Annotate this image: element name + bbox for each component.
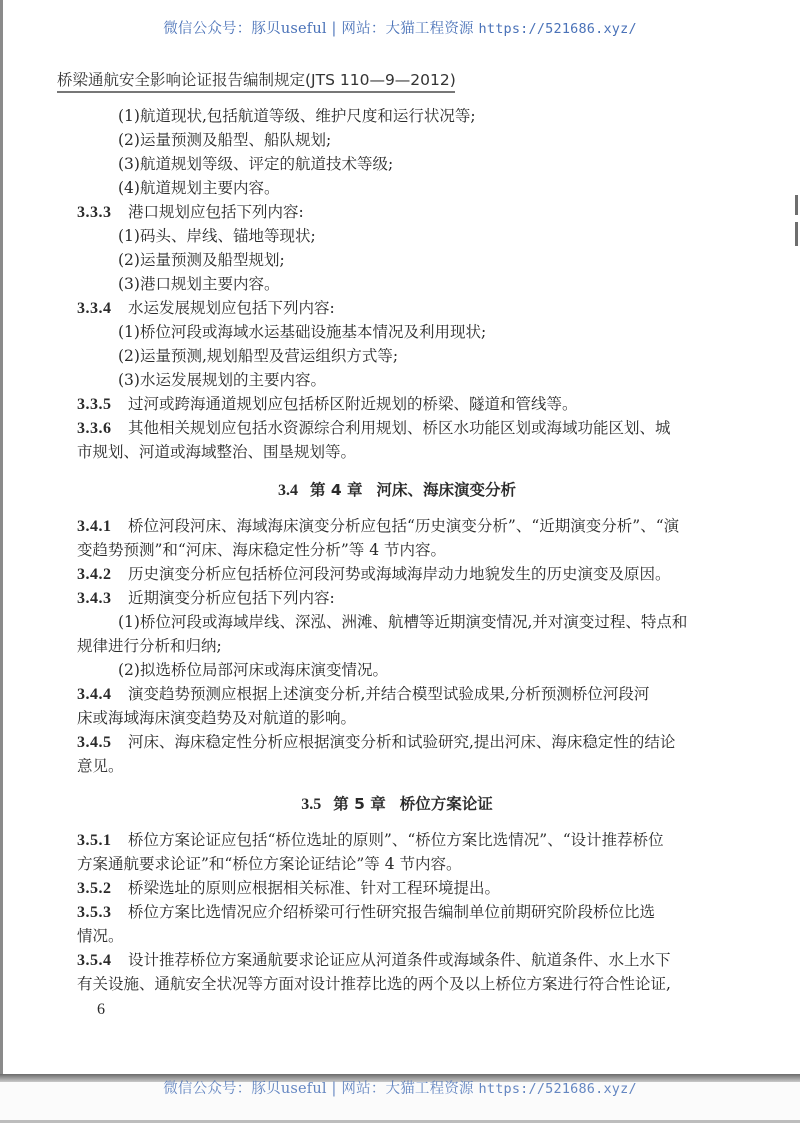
scan-mark	[795, 195, 798, 215]
clause-continuation: 有关设施、通航安全状况等方面对设计推荐比选的两个及以上桥位方案进行符合性论证,	[77, 975, 671, 993]
list-item: (2)拟选桥位局部河床或海床演变情况。	[118, 661, 388, 679]
clause-text: 河床、海床稳定性分析应根据演变分析和试验研究,提出河床、海床稳定性的结论	[128, 733, 676, 751]
clause-3-3-6	[77, 416, 717, 440]
watermark-url[interactable]: https://521686.xyz/	[478, 21, 637, 37]
page-number: 6	[97, 1001, 105, 1018]
chapter-label: 第 5 章	[333, 795, 386, 813]
watermark-text: 微信公众号：豚贝useful | 网站：大猫工程资源	[163, 1081, 479, 1097]
clause-number: 3.5.3	[77, 904, 112, 921]
clause-3-4-4	[77, 682, 717, 706]
scan-mark	[795, 222, 798, 246]
clause-3-5-4	[77, 948, 717, 972]
watermark-top	[0, 17, 800, 38]
clause-text: 其他相关规划应包括水资源综合利用规划、桥区水功能区划或海域功能区划、城	[128, 419, 671, 437]
clause-continuation: 变趋势预测”和“河床、海床稳定性分析”等 4 节内容。	[77, 541, 446, 559]
clause-continuation: 意见。	[77, 757, 124, 775]
section-title-text: 河床、海床演变分析	[376, 481, 517, 499]
clause-3-4-2	[77, 562, 717, 586]
clause-text: 过河或跨海通道规划应包括桥区附近规划的桥梁、隧道和管线等。	[128, 395, 578, 413]
clause-number: 3.5.4	[77, 952, 112, 969]
clause-3-4-1	[77, 514, 717, 538]
clause-number: 3.3.6	[77, 420, 112, 437]
watermark-bottom	[0, 1077, 800, 1098]
list-item: (1)航道现状,包括航道等级、维护尺度和运行状况等;	[118, 107, 476, 125]
clause-3-3-3	[77, 200, 717, 224]
clause-text: 设计推荐桥位方案通航要求论证应从河道条件或海域条件、航道条件、水上水下	[128, 951, 671, 969]
clause-text: 水运发展规划应包括下列内容:	[128, 299, 335, 317]
clause-3-5-3	[77, 900, 717, 924]
list-item: (3)水运发展规划的主要内容。	[118, 371, 326, 389]
section-heading-3-5	[77, 792, 717, 816]
clause-continuation: 情况。	[77, 927, 124, 945]
clause-text: 桥位河段河床、海域海床演变分析应包括“历史演变分析”、“近期演变分析”、“演	[128, 517, 680, 535]
clause-3-5-1	[77, 828, 717, 852]
document-body	[77, 104, 717, 996]
clause-text: 港口规划应包括下列内容:	[128, 203, 304, 221]
clause-text: 桥位方案论证应包括“桥位选址的原则”、“桥位方案比选情况”、“设计推荐桥位	[128, 831, 664, 849]
clause-number: 3.3.3	[77, 204, 112, 221]
clause-text: 近期演变分析应包括下列内容:	[128, 589, 335, 607]
section-title-text: 桥位方案论证	[399, 795, 493, 813]
list-item: (4)航道规划主要内容。	[118, 179, 280, 197]
clause-continuation: 市规划、河道或海域整治、围垦规划等。	[77, 443, 357, 461]
section-number: 3.4	[277, 482, 298, 499]
list-item: (3)航道规划等级、评定的航道技术等级;	[118, 155, 394, 173]
section-number: 3.5	[301, 796, 322, 813]
clause-3-4-3	[77, 586, 717, 610]
list-item: (1)桥位河段或海域岸线、深泓、洲滩、航槽等近期演变情况,并对演变过程、特点和	[118, 613, 688, 631]
clause-3-4-5	[77, 730, 717, 754]
section-heading-3-4	[77, 478, 717, 502]
page-edge	[0, 0, 3, 1080]
clause-number: 3.5.1	[77, 832, 112, 849]
clause-text: 桥位方案比选情况应介绍桥梁可行性研究报告编制单位前期研究阶段桥位比选	[128, 903, 656, 921]
clause-text: 桥梁选址的原则应根据相关标准、针对工程环境提出。	[128, 879, 501, 897]
clause-continuation: 方案通航要求论证”和“桥位方案论证结论”等 4 节内容。	[77, 855, 462, 873]
clause-continuation: 床或海域海床演变趋势及对航道的影响。	[77, 709, 357, 727]
list-item: (1)码头、岸线、锚地等现状;	[118, 227, 316, 245]
list-item: (2)运量预测及船型规划;	[118, 251, 285, 269]
list-item: (2)运量预测,规划船型及营运组织方式等;	[118, 347, 399, 365]
list-item: (1)桥位河段或海域水运基础设施基本情况及利用现状;	[118, 323, 487, 341]
clause-number: 3.5.2	[77, 880, 112, 897]
header-rule	[57, 91, 455, 93]
clause-3-3-4	[77, 296, 717, 320]
clause-number: 3.4.3	[77, 590, 112, 607]
clause-number: 3.3.4	[77, 300, 112, 317]
clause-number: 3.3.5	[77, 396, 112, 413]
list-item: (3)港口规划主要内容。	[118, 275, 280, 293]
clause-3-3-5	[77, 392, 717, 416]
clause-3-5-2	[77, 876, 717, 900]
clause-text: 演变趋势预测应根据上述演变分析,并结合模型试验成果,分析预测桥位河段河	[128, 685, 650, 703]
chapter-label: 第 4 章	[309, 481, 363, 499]
clause-text: 历史演变分析应包括桥位河段河势或海域海岸动力地貌发生的历史演变及原因。	[128, 565, 671, 583]
watermark-url[interactable]: https://521686.xyz/	[478, 1081, 637, 1097]
clause-number: 3.4.5	[77, 734, 112, 751]
clause-number: 3.4.2	[77, 566, 112, 583]
watermark-text: 微信公众号：豚贝useful | 网站：大猫工程资源	[163, 21, 479, 37]
list-item-continuation: 规律进行分析和归纳;	[77, 637, 222, 655]
running-header: 桥梁通航安全影响论证报告编制规定(JTS 110—9—2012)	[57, 71, 456, 89]
list-item: (2)运量预测及船型、船队规划;	[118, 131, 332, 149]
clause-number: 3.4.1	[77, 518, 112, 535]
clause-number: 3.4.4	[77, 686, 112, 703]
